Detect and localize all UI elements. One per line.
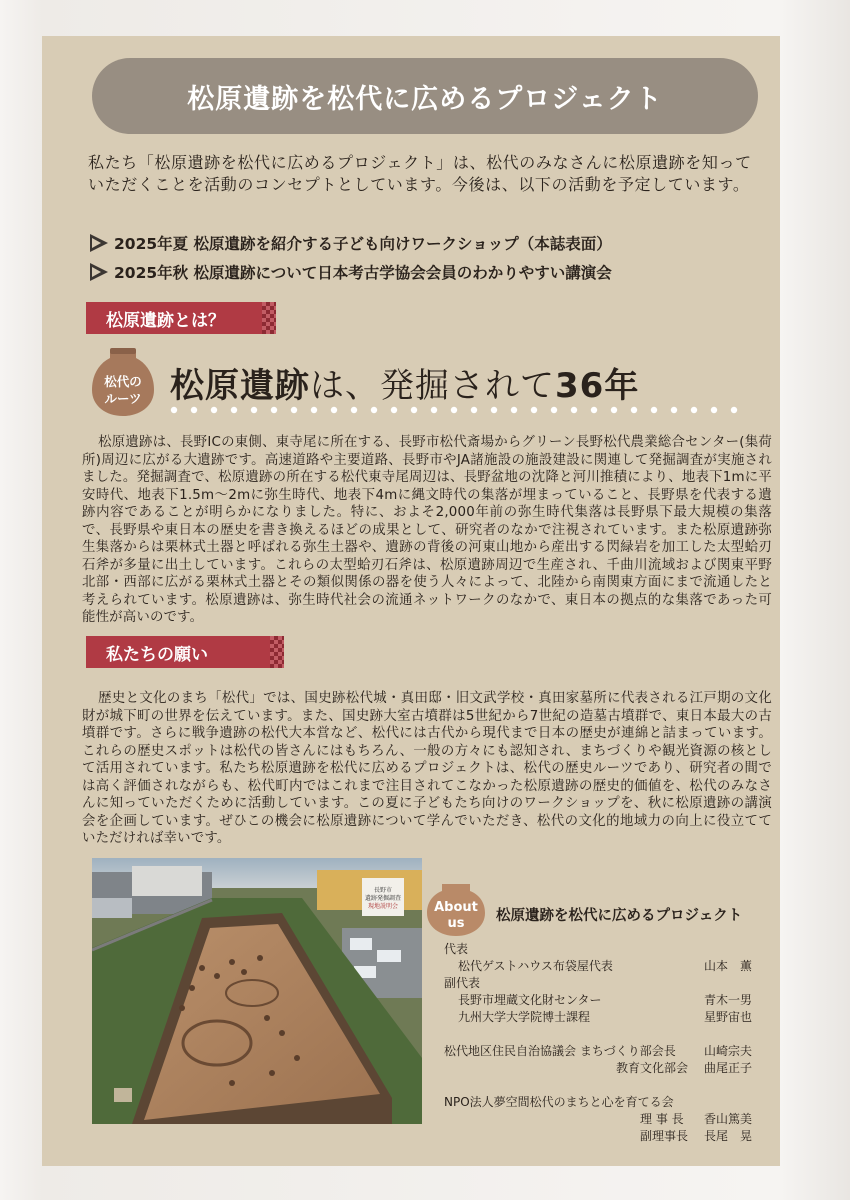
credit-name: 曲尾正子 — [704, 1061, 753, 1075]
dotted-underline — [170, 406, 750, 414]
underline-dot — [411, 407, 417, 413]
arrow-icon — [90, 234, 108, 252]
sign-text: 現地説明会 — [367, 903, 399, 910]
underline-dot — [191, 407, 197, 413]
section-tag-about-site — [86, 302, 264, 334]
plan-item-label: 2025年夏 松原遺跡を紹介する子ども向けワークショップ（本誌表面） — [114, 235, 612, 253]
about-title: 松原遺跡を松代に広めるプロジェクト — [496, 908, 743, 924]
page-title: 松原遺跡を松代に広めるプロジェクト — [92, 58, 758, 134]
credit-role: 副理事長 — [640, 1129, 689, 1143]
credit-name: 星野宙也 — [704, 1010, 753, 1024]
underline-dot — [671, 407, 677, 413]
section-tag-wish — [86, 636, 272, 668]
underline-dot — [691, 407, 697, 413]
section1-body: 松原遺跡は、長野ICの東側、東寺尾に所在する、長野市松代斎場からグリーン長野松代農業総合センター(集荷所)周辺に広がる大遺跡です。高速道路や主要道路、長野市やJA諸施設の施設建設に関連して発掘調査が実施されました。発掘調査で、松原遺跡の所在する松代東寺尾周辺は、長野盆地の沈降と河川推積により、地表下1mに平安時代、地表下1.5m〜2mに弥生時代、地表下4mに縄文時代の集落が埋まっていること、長野県を代表する遺跡内容であることが明らかになりました。特に、およそ2,000年前の弥生時代集落は長野県下最大規模の集落で、長野県や東日本の歴史を書き換えるほどの成果として、研究者のなかで注視されています。また松原遺跡弥生集落からは栗林式土器と呼ばれる弥生土器や、遺跡の背後の河東山地から産出する閃緑岩を加工した太型蛤刃石斧が多量に出土しています。これらの太型蛤刃石斧は、松原遺跡周辺で生産され、千曲川流域および関東平野北部・西部に広がる栗林式土器とその類似関係の器を使う人々によって、北陸から南関東方面にまで流通したと考えられています。松原遺跡は、弥生時代社会の流通ネットワークのなかで、東日本の拠点的な集落であった可能性が高いのです。 — [82, 435, 772, 625]
section-headline — [170, 358, 639, 407]
credit-role: 理 事 長 — [640, 1112, 684, 1126]
headline-part: 36年 — [555, 366, 640, 406]
credit-heading: 副代表 — [444, 976, 481, 990]
headline-part: 松原遺跡 — [170, 366, 310, 406]
credit-org: 松代地区住民自治協議会 まちづくり部会長 — [444, 1044, 676, 1058]
credit-role: 教育文化部会 — [616, 1061, 689, 1075]
underline-dot — [611, 407, 617, 413]
plan-item-autumn — [90, 260, 612, 284]
section2-body: 歴史と文化のまち「松代」では、国史跡松代城・真田邸・旧文武学校・真田家墓所に代表される江戸期の文化財が城下町の世界を伝えています。また、国史跡大室古墳群は5世紀から7世紀の造墓古墳群で、東日本最大の古墳群です。さらに戦争遺跡の松代大本営など、松代には古代から現代まで日本の歴史が連綿と詰まっています。これらの歴史スポットは松代の皆さんにはもちろん、一般の方々にも認知され、まちづくりや観光資源の核として活用されています。私たち松原遺跡を松代に広めるプロジェクトは、松代の歴史ルーツであり、研究者の間では高く評価されながらも、松代町内ではこれまで注目されてこなかった松原遺跡の歴史的価値を、松代のみなさんに知っていただくために活動しています。この夏に子どもたち向けのワークショップを、秋に松原遺跡の講演会を企画しています。ぜひこの機会に松原遺跡について学んでいただき、松代の文化的地域力の向上に役立てていただければ幸いです。 — [82, 691, 772, 846]
credit-name: 長尾 晃 — [704, 1129, 753, 1143]
underline-dot — [591, 407, 597, 413]
badge-line: About — [434, 900, 478, 915]
badge-line: 松代の — [104, 374, 142, 389]
underline-dot — [511, 407, 517, 413]
badge-line: ルーツ — [104, 391, 142, 406]
underline-dot — [711, 407, 717, 413]
credit-org: 松代ゲストハウス布袋屋代表 — [458, 959, 613, 973]
underline-dot — [431, 407, 437, 413]
headline-part: は、 — [310, 366, 380, 406]
underline-dot — [171, 407, 177, 413]
checker-pattern — [270, 636, 284, 668]
underline-dot — [351, 407, 357, 413]
underline-dot — [211, 407, 217, 413]
underline-dot — [531, 407, 537, 413]
underline-dot — [731, 407, 737, 413]
credit-name: 山崎宗夫 — [704, 1044, 753, 1058]
checker-pattern — [262, 302, 276, 334]
intro-paragraph: 私たち「松原遺跡を松代に広めるプロジェクト」は、松代のみなさんに松原遺跡を知っていただくことを活動のコンセプトとしています。今後は、以下の活動を予定しています。 — [88, 153, 752, 194]
credit-org: 九州大学大学院博士課程 — [458, 1010, 591, 1024]
underline-dot — [291, 407, 297, 413]
excavation-photo — [92, 858, 422, 1124]
pot-icon — [90, 346, 156, 418]
headline-part: 発掘されて — [380, 366, 555, 406]
credit-heading: 代表 — [444, 942, 469, 956]
underline-dot — [391, 407, 397, 413]
section-tag-label: 私たちの願い — [106, 644, 208, 665]
plan-item-summer — [90, 231, 612, 255]
credit-org: NPO法人夢空間松代のまちと心を育てる会 — [444, 1095, 674, 1109]
underline-dot — [371, 407, 377, 413]
underline-dot — [231, 407, 237, 413]
flyer-page — [42, 36, 780, 1166]
about-us-badge — [426, 882, 486, 938]
sign-text: 遺跡発掘調査 — [364, 895, 402, 902]
underline-dot — [331, 407, 337, 413]
credits-list — [444, 941, 764, 1145]
plan-item-label: 2025年秋 松原遺跡について日本考古学協会会員のわかりやすい講演会 — [114, 264, 612, 282]
underline-dot — [551, 407, 557, 413]
credit-org: 長野市埋蔵文化財センター — [458, 993, 602, 1007]
underline-dot — [571, 407, 577, 413]
arrow-icon — [90, 263, 108, 281]
credit-name: 青木一男 — [704, 993, 753, 1007]
underline-dot — [251, 407, 257, 413]
credit-name: 香山篤美 — [704, 1112, 753, 1126]
underline-dot — [491, 407, 497, 413]
underline-dot — [451, 407, 457, 413]
sign-text: 長野市 — [373, 887, 393, 894]
credit-name: 山本 薫 — [704, 959, 753, 973]
underline-dot — [311, 407, 317, 413]
underline-dot — [471, 407, 477, 413]
section-tag-label: 松原遺跡とは？ — [106, 310, 225, 331]
underline-dot — [271, 407, 277, 413]
badge-line: us — [447, 916, 465, 931]
underline-dot — [631, 407, 637, 413]
underline-dot — [651, 407, 657, 413]
